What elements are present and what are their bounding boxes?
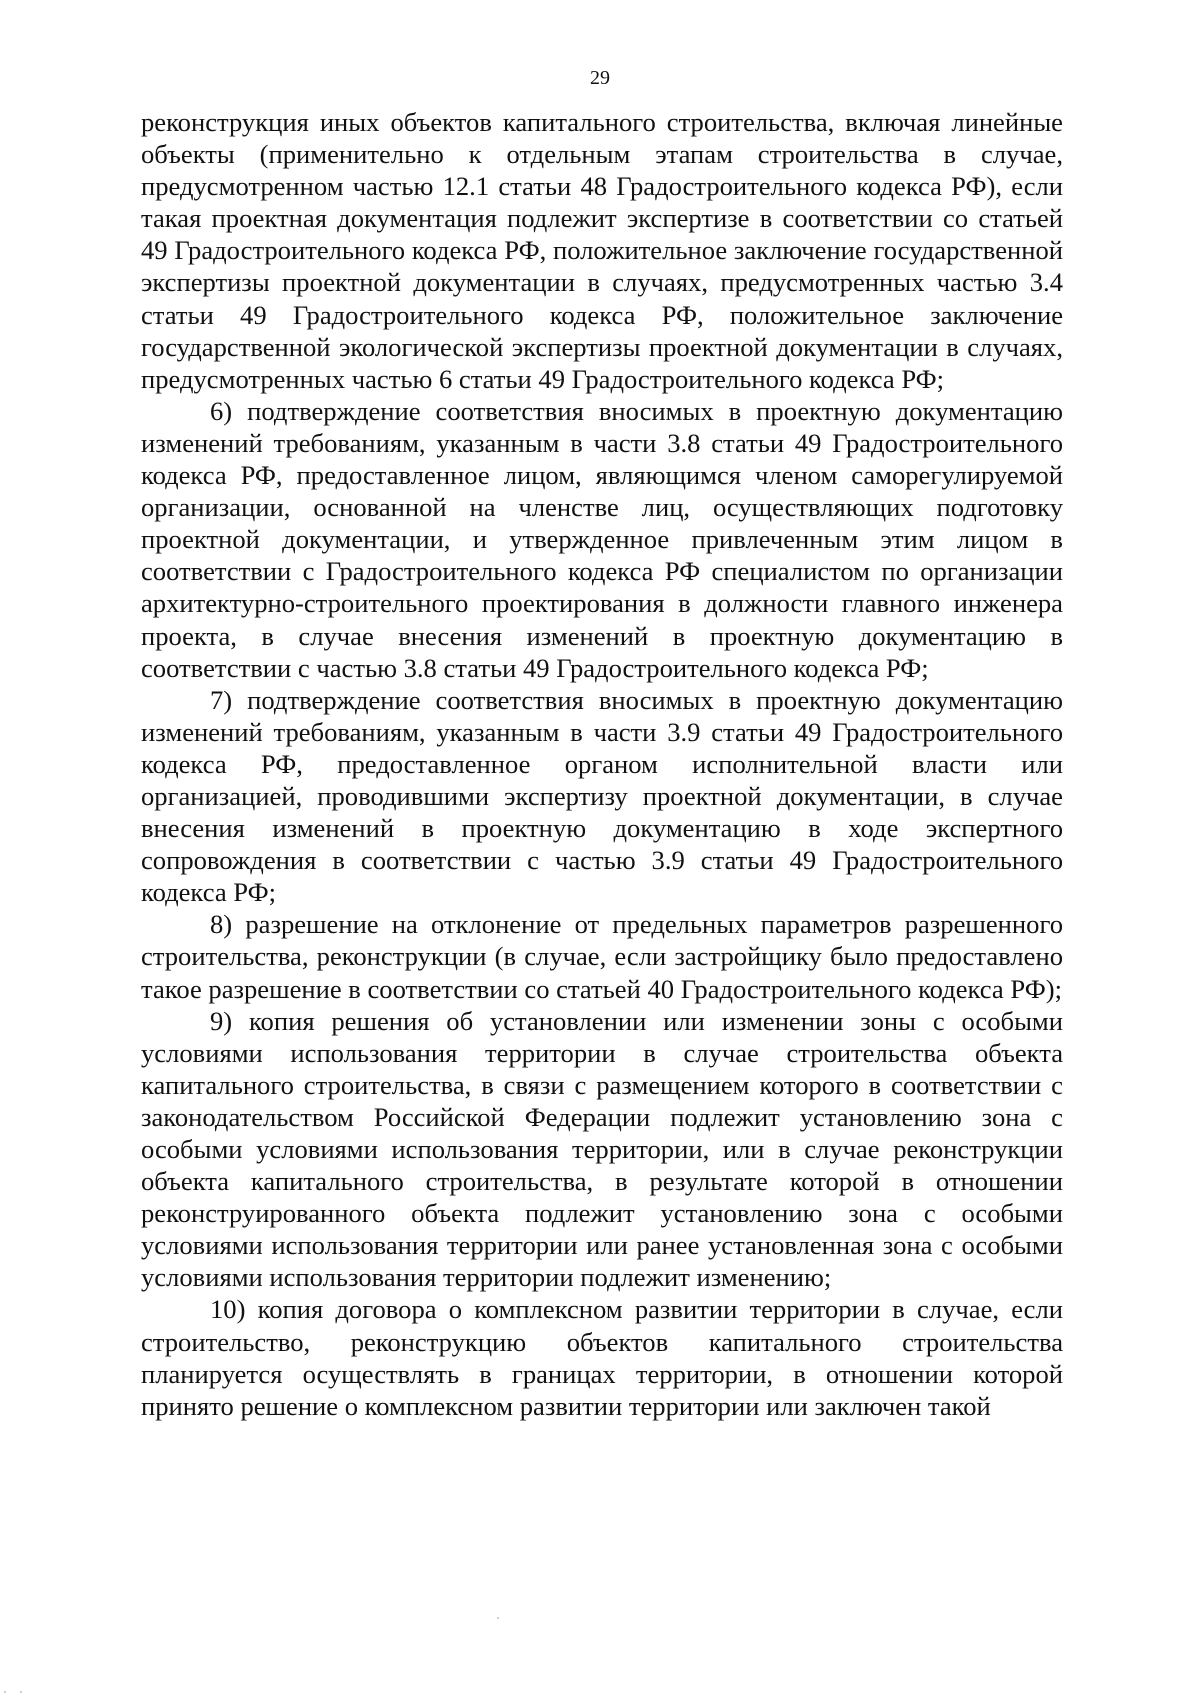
- paragraph-item-7: 7) подтверждение соответствия вносимых в проектную документацию изменений требованиям, указанным в части 3.9 статьи 49 Градостроительного кодекса РФ, предоставленное органом исполнительной власти или организацией, проводившими экспертизу проектной документации, в случае внесения изменений в проектную документацию в ходе экспертного сопровождения в соответствии с частью 3.9 статьи 49 Градостроительного кодекса РФ;: [141, 684, 1063, 908]
- page-number: 29: [590, 67, 610, 89]
- scan-artifact: [4, 1691, 6, 1693]
- paragraph-continuation: реконструкция иных объектов капитального строительства, включая линейные объекты (применительно к отдельным этапам строительства в случае, предусмотренном частью 12.1 статьи 48 Градостроительного кодекса РФ), если такая проектная документация подлежит экспертизе в соответствии со статьей 49 Градостроительного кодекса РФ, положительное заключение государственной экспертизы проектной документации в случаях, предусмотренных частью 3.4 статьи 49 Градостроительного кодекса РФ, положительное заключение государственной экологической экспертизы проектной документации в случаях, предусмотренных частью 6 статьи 49 Градостроительного кодекса РФ;: [141, 107, 1063, 394]
- document-body: [141, 106, 1063, 1422]
- scan-artifact: [497, 1617, 499, 1619]
- paragraph-item-8: 8) разрешение на отклонение от предельных параметров разрешенного строительства, реконструкции (в случае, если застройщику было предоставлено такое разрешение в соответствии со статьей 40 Градостроительного кодекса РФ);: [141, 909, 1063, 1004]
- paragraph-item-10: 10) копия договора о комплексном развитии территории в случае, если строительство, реконструкцию объектов капитального строительства планируется осуществлять в границах территории, в отношении которой принято решение о комплексном развитии территории или заключен такой: [141, 1294, 1063, 1421]
- paragraph-item-6: 6) подтверждение соответствия вносимых в проектную документацию изменений требованиям, указанным в части 3.8 статьи 49 Градостроительного кодекса РФ, предоставленное лицом, являющимся членом саморегулируемой организации, основанной на членстве лиц, осуществляющих подготовку проектной документации, и утвержденное привлеченным этим лицом в соответствии с Градостроительного кодекса РФ специалистом по организации архитектурно-строительного проектирования в должности главного инженера проекта, в случае внесения изменений в проектную документацию в соответствии с частью 3.8 статьи 49 Градостроительного кодекса РФ;: [141, 395, 1063, 683]
- scan-artifact: [20, 1691, 22, 1693]
- paragraph-item-9: 9) копия решения об установлении или изменении зоны с особыми условиями использования территории в случае строительства объекта капитального строительства, в связи с размещением которого в соответствии с законодательством Российской Федерации подлежит установлению зона с особыми условиями использования территории, или в случае реконструкции объекта капитального строительства, в результате которой в отношении реконструированного объекта подлежит установлению зона с особыми условиями использования территории или ранее установленная зона с особыми условиями использования территории подлежит изменению;: [141, 1005, 1063, 1293]
